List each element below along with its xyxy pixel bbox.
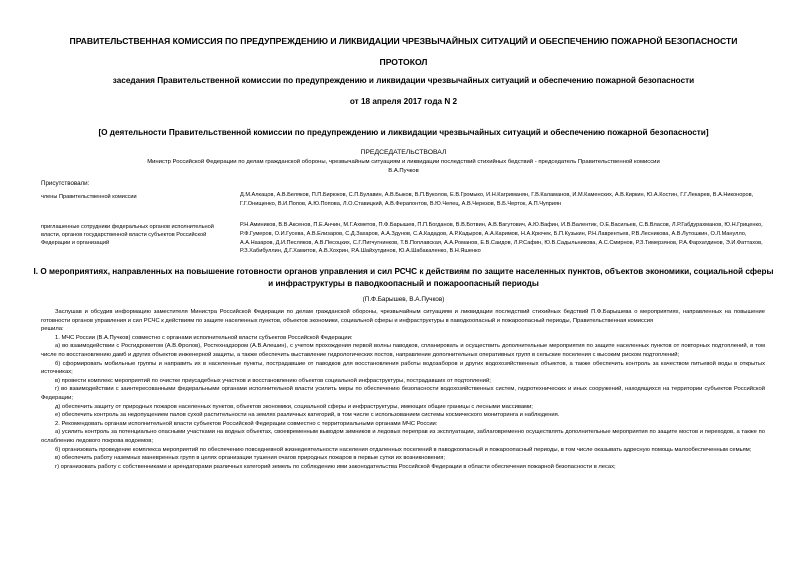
section-speakers: (П.Ф.Барышев, В.А.Пучков)	[362, 296, 445, 303]
chair-name: В.А.Пучков	[388, 168, 419, 174]
members-list: Д.М.Алкацов, А.В.Беляков, П.П.Бирюков, С.П.Булавин, А.В.Быков, В.П.Вуколов, Е.В.Громыко, И.Н.Кагриманян, Г.В.Каламанов, И.М.Каменских, А.В.Киркин, Ю.А.Костин, Г.Г.Лекарев, В.А.Никоноров, Г.Г.Онищенко, В.И.Попов, А.Ю.Попова, Л.О.Ставицкий, А.В.Ферапонтов, В.Ю.Чепец, А.В.Черезов, В.Б.Черток, А.П.Чуприян	[240, 192, 754, 207]
body-intro: Заслушав и обсудив информацию заместителя Министра Российской Федерации по делам гражданской обороны, чрезвычайным ситуациям и ликвидации последствий стихийных бедствий П.Ф.Барышева о мероприятиях, направленных на повышение готовности органов управления и сил РСЧС к действиям по защите населенных пунктов, объектов экономики, социальной сферы и инфраструктуры в паводкоопасный и пожароопасный периоды, Правительственная комиссия	[41, 309, 765, 324]
clause-2: 2. Рекомендовать органам исполнительной власти субъектов Российской Федерации совместно с территориальными органами МЧС России:	[55, 420, 438, 427]
section-title: I. О мероприятиях, направленных на повышение готовности органов управления и сил РСЧС к действиям по защите населенных пунктов, объектов экономики, социальной сферы и инфраструктуры в паводкоопасный и пожароопасный периоды	[33, 267, 774, 288]
document-type: ПРОТОКОЛ	[379, 57, 428, 67]
clause-1b: б) сформировать мобильные группы и направить их в населенные пункты, пострадавшие от паводков для восстановления работы водозаборов и других водохозяйственных объектов, а также обеспечить контроль за качеством питьевой воды в открытых источниках;	[41, 360, 765, 376]
clause-1d: г) во взаимодействии с заинтересованными федеральными органами исполнительной власти усилить меры по обеспечению безопасности водохозяйственных систем, гидротехнических и иных сооружений, находящихся на территории субъектов Российской Федерации;	[41, 386, 765, 401]
members-label: члены Правительственной комиссии	[41, 194, 137, 200]
meeting-subtitle: заседания Правительственной комиссии по предупреждению и ликвидации чрезвычайных ситуаций и обеспечению пожарной безопасности	[112, 76, 695, 85]
protocol-body	[41, 308, 765, 471]
body-decided: решила:	[41, 326, 64, 333]
clause-2b: б) организовать проведение комплекса мероприятий по обеспечению повседневной жизнедеятельности населения отдаленных поселений в паводкоопасный и пожароопасный периоды, в том числе оказывать адресную помощь малообеспеченным семьям;	[55, 446, 752, 453]
clause-1f: е) обеспечить контроль за недопущением палов сухой растительности на землях различных категорий, в том числе с использованием системы космического мониторинга и наблюдения.	[55, 412, 560, 419]
clause-1a: а) во взаимодействии с Росгидрометом (А.В.Фролов), Ростехнадзором (А.В.Алешин), с учетом прохождения первой волны паводков, спланировать и осуществить дополнительные мероприятия по защите населенных пунктов от повторных подтоплений, в том числе по восстановлению дамб и других объектов инженерной защиты, а также обеспечить выставление гидрологических постов, направление дополнительных оперативных групп в сельские поселения с высоким риском подтоплений;	[41, 343, 765, 358]
clause-2d: г) организовать работу с собственниками и арендаторами различных категорий земель по соблюдению ими законодательства Российской Федерации в области обеспечения пожарной безопасности в лесах;	[55, 463, 616, 470]
commission-heading: ПРАВИТЕЛЬСТВЕННАЯ КОМИССИЯ ПО ПРЕДУПРЕЖДЕНИЮ И ЛИКВИДАЦИИ ЧРЕЗВЫЧАЙНЫХ СИТУАЦИЙ И ОБЕСПЕЧЕНИЮ ПОЖАРНОЙ БЕЗОПАСНОСТИ	[69, 36, 738, 46]
clause-2c: в) обеспечить работу наземных маневренных групп в целях организации тушения очагов природных пожаров в первые сутки их возникновения;	[55, 455, 446, 462]
document-topic: [О деятельности Правительственной комиссии по предупреждению и ликвидации чрезвычайных ситуаций и обеспечению пожарной безопасности]	[98, 128, 709, 137]
clause-1: 1. МЧС России (В.А.Пучков) совместно с органами исполнительной власти субъектов Российской Федерации:	[55, 334, 353, 341]
invited-label: приглашенные сотрудники федеральных органов исполнительной власти, органов государственной власти субъектов Российской Федерации и организаций	[41, 224, 214, 246]
chair-title: Министр Российской Федерации по делам гражданской обороны, чрезвычайным ситуациям и ликвидации последствий стихийных бедствий - председатель Правительственной комиссии	[147, 159, 660, 165]
clause-1e: д) обеспечить защиту от природных пожаров населенных пунктов, объектов экономики, социальной сферы и инфраструктуры, имеющих общие границы с лесными массивами;	[55, 403, 533, 410]
clause-1c: в) провести комплекс мероприятий по очистке приусадебных участков и восстановлению объектов социальной инфраструктуры, пострадавших от подтоплений;	[55, 377, 491, 384]
present-heading: Присутствовали:	[41, 180, 90, 187]
meeting-date: от 18 апреля 2017 года N 2	[349, 97, 458, 106]
chair-heading: ПРЕДСЕДАТЕЛЬСТВОВАЛ	[360, 149, 447, 156]
clause-2a: а) усилить контроль за потенциально опасными участками на водных объектах, своевременным выводом зимников и ледовых переправ из эксплуатации, заблаговременно осуществлять дополнительные мероприятия по защите мостов и переходов, а также по ослаблению ледового покрова водоемов;	[41, 429, 765, 444]
invited-list: Р.Н.Амиников, В.В.Аксенов, П.Е.Анчин, М.Г.Ахметов, П.Ф.Барышев, П.П.Богданов, В.В.Ботвин, А.В.Вагутович, А.Ю.Вафин, И.В.Валентик, О.Е.Васильев, С.В.Власов, Л.Р.Габдурахманов, Ю.Н.Гриценко, Р.Ф.Гумеров, О.И.Гусева, А.В.Елизаров, С.Д.Захаров, А.А.Здунов, С.А.Кададов, А.Р.Кадыров, А.А.Каримов, Н.А.Крючек, Б.П.Кузькин, Р.Н.Лаврентьев, Р.В.Лесникова, А.В.Лутошкин, О.Л.Манулло, А.А.Назаров, Д.И.Песляков, А.В.Песоцких, С.Г.Пигчугнинков, Т.В.Поплавская, А.А.Романов, Е.В.Саидов, Л.Р.Сафин, Ю.В.Садыльникова, А.С.Смирнов, Р.З.Тимерзянов, Р.А.Фархатдинов, Э.И.Фаттахов, Р.З.Хабибуллин, Д.Г.Хамитов, А.В.Хохрин, Р.А.Шайхутдинов, Ю.А.Шабакаленко, В.Н.Яшенко	[240, 222, 763, 255]
